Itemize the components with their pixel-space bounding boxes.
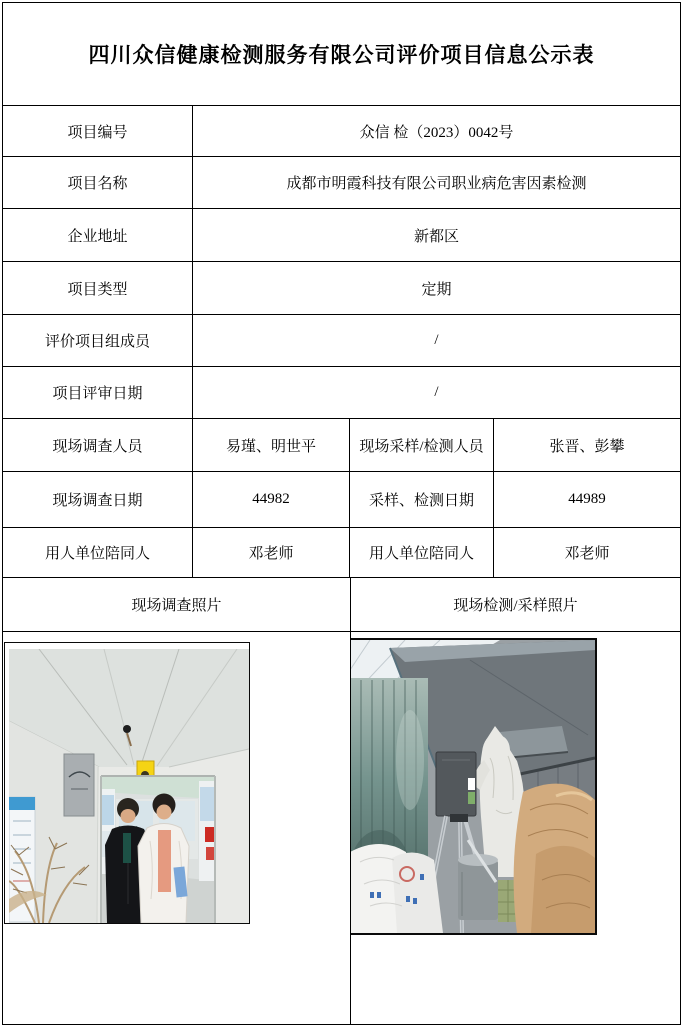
survey-photo-graphic (9, 649, 249, 923)
sampling-photo-graphic (350, 640, 595, 933)
table-row-photos (3, 631, 680, 1024)
table-row-project-no (3, 105, 680, 156)
value-project-type: 定期 (192, 262, 680, 314)
table-row-photo-captions (3, 577, 680, 631)
table-row-project-name (3, 156, 680, 208)
table-row-review-date (3, 366, 680, 418)
value-escort-right: 邓老师 (493, 528, 680, 577)
value-survey-date: 44982 (192, 472, 349, 527)
value-eval-team: / (192, 315, 680, 366)
value-escort-left: 邓老师 (192, 528, 349, 577)
survey-photo-cell (3, 632, 350, 1024)
label-escort-left: 用人单位陪同人 (44, 546, 150, 562)
label-sampling-staff: 现场采样/检测人员 (349, 419, 493, 471)
value-project-name: 成都市明霞科技有限公司职业病危害因素检测 (192, 157, 680, 208)
public-info-table (2, 2, 681, 1025)
label-company-address: 企业地址 (67, 228, 128, 245)
table-row-survey-date (3, 471, 680, 527)
label-survey-date: 现场调查日期 (52, 493, 143, 509)
label-review-date: 项目评审日期 (52, 386, 143, 402)
label-eval-team: 评价项目组成员 (44, 334, 150, 350)
value-sampling-staff: 张晋、彭攀 (493, 419, 680, 471)
caption-sampling-photo: 现场检测/采样照片 (350, 578, 680, 631)
value-company-address: 新都区 (192, 209, 680, 261)
value-survey-staff: 易瑾、明世平 (192, 419, 349, 471)
caption-survey-photo: 现场调查照片 (131, 598, 222, 614)
label-sampling-date: 采样、检测日期 (349, 472, 493, 527)
value-review-date: / (192, 367, 680, 418)
table-row-company-address (3, 208, 680, 261)
value-sampling-date: 44989 (493, 472, 680, 527)
label-survey-staff: 现场调查人员 (52, 438, 143, 455)
table-row-eval-team (3, 314, 680, 366)
table-row-project-type (3, 261, 680, 314)
label-project-type: 项目类型 (67, 281, 128, 298)
survey-photo (4, 642, 250, 924)
table-row-survey-staff (3, 418, 680, 471)
label-project-no: 项目编号 (67, 124, 128, 141)
sampling-photo-cell (350, 632, 680, 1024)
label-escort-right: 用人单位陪同人 (349, 528, 493, 577)
sampling-photo (350, 638, 597, 935)
label-project-name: 项目名称 (67, 176, 128, 192)
value-project-no: 众信 检（2023）0042号 (192, 106, 680, 156)
table-row-escort (3, 527, 680, 577)
page-title: 四川众信健康检测服务有限公司评价项目信息公示表 (88, 43, 595, 67)
